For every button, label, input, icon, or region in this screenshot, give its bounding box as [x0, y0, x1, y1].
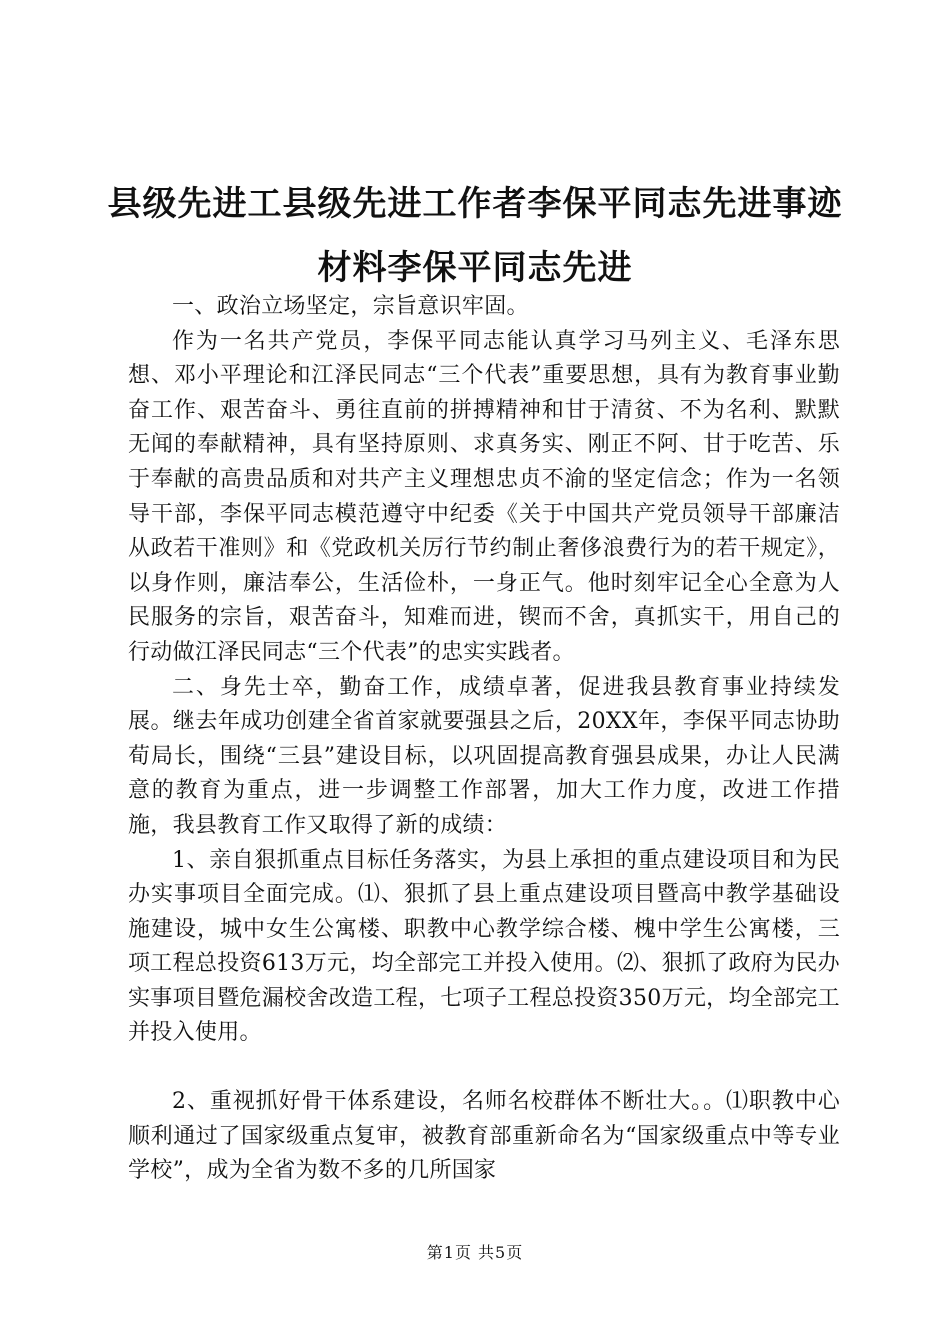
paragraph-item-2: 2、重视抓好骨干体系建设，名师名校群体不断壮大。。⑴职教中心顺利通过了国家级重点复审，被教育部重新命名为“国家级重点中等专业学校”，成为全省为数不多的几所国家	[128, 1089, 840, 1184]
paragraph-section-2-heading: 二、身先士卒，勤奋工作，成绩卓著，促进我县教育事业持续发展。继去年成功创建全省首家就要强县之后，20XX年，李保平同志协助荀局长，围绕“三县”建设目标，以巩固提高教育强县成果，办让人民满意的教育为重点，进一步调整工作部署，加大工作力度，改进工作措施，我县教育工作又取得了新的成绩：	[128, 674, 840, 838]
document-body	[128, 290, 840, 1189]
document-title: 县级先进工县级先进工作者李保平同志先进事迹材料李保平同志先进	[107, 184, 843, 288]
paragraph-section-1-body: 作为一名共产党员，李保平同志能认真学习马列主义、毛泽东思想、邓小平理论和江泽民同志“三个代表”重要思想，具有为教育事业勤奋工作、艰苦奋斗、勇往直前的拼搏精神和甘于清贫、不为名利、默默无闻的奉献精神，具有坚持原则、求真务实、刚正不阿、甘于吃苦、乐于奉献的高贵品质和对共产主义理想忠贞不渝的坚定信念；作为一名领导干部，李保平同志模范遵守中纪委《关于中国共产党员领导干部廉洁从政若干准则》和《党政机关厉行节约制止奢侈浪费行为的若干规定》，以身作则，廉洁奉公，生活俭朴，一身正气。他时刻牢记全心全意为人民服务的宗旨，艰苦奋斗，知难而进，锲而不舍，真抓实干，用自己的行动做江泽民同志“三个代表”的忠实实践者。	[128, 328, 840, 665]
paragraph-item-1: 1、亲自狠抓重点目标任务落实，为县上承担的重点建设项目和为民办实事项目全面完成。⑴、狠抓了县上重点建设项目暨高中教学基础设施建设，城中女生公寓楼、职教中心教学综合楼、槐中学生公寓楼，三项工程总投资613万元，均全部完工并投入使用。⑵、狠抓了政府为民办实事项目暨危漏校舍改造工程，七项子工程总投资350万元，均全部完工并投入使用。	[128, 847, 840, 1046]
page-number-footer: 第1页 共5页	[426, 1243, 524, 1262]
paragraph-section-1-heading: 一、政治立场坚定，宗旨意识牢固。	[172, 294, 529, 319]
